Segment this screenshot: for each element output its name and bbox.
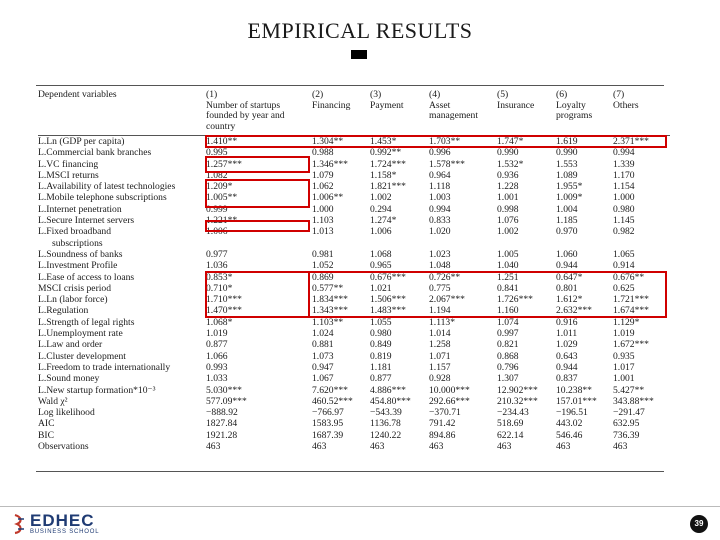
table-cell: 0.996 <box>429 147 451 159</box>
table-row <box>38 272 670 283</box>
table-cell: 0.676** <box>613 271 645 283</box>
table-cell: 577.09*** <box>206 395 247 407</box>
row-label <box>38 362 170 373</box>
table-cell: 0.998 <box>497 203 519 215</box>
row-label-text: L.Regulation <box>38 305 89 317</box>
logo-text: EDHEC <box>30 511 95 530</box>
row-label <box>38 396 68 407</box>
table-cell: 1.118 <box>429 181 451 193</box>
table-cell: 1.006** <box>312 192 344 204</box>
table-cell: 0.726** <box>429 271 461 283</box>
table-cell: 1583.95 <box>312 418 344 430</box>
row-label-text: L.Cluster development <box>38 350 126 362</box>
row-label-text: L.Commercial bank branches <box>38 147 152 159</box>
table-cell: 1.470*** <box>206 305 242 317</box>
table-cell: 1.747* <box>497 136 524 147</box>
row-label-text: Log likelihood <box>38 407 95 419</box>
table-cell: 4.886*** <box>370 384 406 396</box>
table-cell: 1.067 <box>312 373 334 385</box>
table-cell: 0.994 <box>429 203 451 215</box>
table-row <box>38 328 670 339</box>
table-cell: 1.307 <box>497 373 519 385</box>
table-cell: 0.647* <box>556 271 583 283</box>
table-cell: 1.082 <box>206 169 228 181</box>
table-cell: 0.999 <box>206 203 228 215</box>
row-label <box>38 249 122 260</box>
table-cell: 0.981 <box>312 248 334 260</box>
table-bottom-rule <box>36 471 664 472</box>
row-label-text: L.Unemployment rate <box>38 328 123 340</box>
page-title: EMPIRICAL RESULTS <box>247 18 473 43</box>
table-cell: 1.023 <box>429 248 451 260</box>
table-cell: 1.158* <box>370 169 397 181</box>
table-cell: 0.992** <box>370 147 402 159</box>
table-cell: 1240.22 <box>370 429 402 441</box>
table-cell: 1.029 <box>556 339 578 351</box>
table-cell: 460.52*** <box>312 395 353 407</box>
row-label <box>38 328 123 339</box>
table-cell: 0.837 <box>556 373 578 385</box>
table-cell: 1.251 <box>497 271 519 283</box>
table-cell: 1827.84 <box>206 418 238 430</box>
table-cell: 0.643 <box>556 350 578 362</box>
table-cell: 0.710* <box>206 282 233 294</box>
table-top-rule <box>36 85 664 86</box>
table-cell: 463 <box>613 441 628 453</box>
table-row <box>38 170 670 181</box>
row-label <box>38 147 151 158</box>
table-row <box>38 226 670 249</box>
table-cell: 1.011 <box>556 328 578 340</box>
row-label-text: L.Internet penetration <box>38 203 122 215</box>
table-cell: 0.977 <box>206 248 228 260</box>
table-cell: 1.343*** <box>312 305 348 317</box>
table-row <box>38 430 670 441</box>
table-cell: 1.506*** <box>370 294 406 306</box>
row-label <box>38 136 125 147</box>
table-cell: 1.006 <box>206 226 228 238</box>
table-cell: 1.346*** <box>312 158 348 170</box>
table-cell: 463 <box>429 441 444 453</box>
table-cell: 1.154 <box>613 181 635 193</box>
table-cell: 0.775 <box>429 282 451 294</box>
table-cell: 0.676*** <box>370 271 406 283</box>
table-cell: 1.103** <box>312 316 344 328</box>
table-cell: 1.036 <box>206 260 228 272</box>
table-cell: 2.371*** <box>613 136 649 147</box>
table-cell: 1.066 <box>206 350 228 362</box>
table-cell: 1.157 <box>429 361 451 373</box>
table-cell: 5.030*** <box>206 384 242 396</box>
table-cell: 210.32*** <box>497 395 538 407</box>
table-cell: 791.42 <box>429 418 456 430</box>
table-cell: 0.964 <box>429 169 451 181</box>
table-cell: −370.71 <box>429 407 461 419</box>
row-label <box>38 441 89 452</box>
page-number-badge: 39 <box>690 515 708 533</box>
table-cell: 0.980 <box>613 203 635 215</box>
table-cell: 1.000 <box>613 192 635 204</box>
table-row <box>38 283 670 294</box>
row-label <box>38 407 95 418</box>
table-cell: 1.073 <box>312 350 334 362</box>
table-cell: 0.801 <box>556 282 578 294</box>
row-label <box>38 226 203 249</box>
table-cell: 0.993 <box>206 361 228 373</box>
row-label-text: L.Fixed broadband <box>38 226 112 238</box>
table-cell: 1.062 <box>312 181 334 193</box>
table-cell: 1.410** <box>206 136 238 147</box>
table-cell: 0.990 <box>497 147 519 159</box>
table-cell: 157.01*** <box>556 395 597 407</box>
table-cell: 1.578*** <box>429 158 465 170</box>
table-cell: 0.577** <box>312 282 344 294</box>
row-label-text: L.Law and order <box>38 339 103 351</box>
row-label-text: L.Ln (labor force) <box>38 294 108 306</box>
table-cell: 1.129* <box>613 316 640 328</box>
table-cell: 0.994 <box>613 147 635 159</box>
table-row <box>38 215 670 226</box>
row-label-continuation: subscriptions <box>52 237 103 249</box>
table-cell: 1.612* <box>556 294 583 306</box>
row-label-text: L.New startup formation*10⁻³ <box>38 384 156 396</box>
table-cell: 2.632*** <box>556 305 592 317</box>
table-cell: 0.819 <box>370 350 392 362</box>
table-cell: 1.001 <box>497 192 519 204</box>
table-cell: 1.258 <box>429 339 451 351</box>
table-cell: 546.46 <box>556 429 583 441</box>
table-cell: 622.14 <box>497 429 524 441</box>
table-cell: 1.071 <box>429 350 451 362</box>
table-cell: 0.997 <box>497 328 519 340</box>
table-cell: −543.39 <box>370 407 402 419</box>
table-cell: 5.427** <box>613 384 645 396</box>
table-row <box>38 351 670 362</box>
table-cell: 463 <box>370 441 385 453</box>
table-cell: −196.51 <box>556 407 588 419</box>
table-cell: 1.004 <box>556 203 578 215</box>
table-cell: 1.052 <box>312 260 334 272</box>
header-column-6: (6) Loyalty programs <box>556 89 593 121</box>
row-label-text: L.Investment Profile <box>38 260 118 272</box>
table-cell: 1.619 <box>556 136 578 147</box>
row-label-text: L.Soundness of banks <box>38 248 123 260</box>
row-label-text: L.VC financing <box>38 158 99 170</box>
table-cell: 0.796 <box>497 361 519 373</box>
table-cell: 1.834*** <box>312 294 348 306</box>
table-header <box>38 88 670 136</box>
table-cell: 1.055 <box>370 316 392 328</box>
row-label <box>38 181 175 192</box>
table-cell: 1.274* <box>370 215 397 227</box>
table-cell: 463 <box>312 441 327 453</box>
table-cell: 292.66*** <box>429 395 470 407</box>
table-cell: 1.672*** <box>613 339 649 351</box>
table-cell: 1.089 <box>556 169 578 181</box>
table-cell: −291.47 <box>613 407 645 419</box>
table-cell: 1.000 <box>312 203 334 215</box>
table-cell: −234.43 <box>497 407 529 419</box>
table-cell: 1.674*** <box>613 305 649 317</box>
table-cell: 463 <box>556 441 571 453</box>
table-cell: 1.005 <box>497 248 519 260</box>
table-cell: 1921.28 <box>206 429 238 441</box>
table-cell: 1.033 <box>206 373 228 385</box>
table-cell: 1.228 <box>497 181 519 193</box>
table-cell: 1.113* <box>429 316 456 328</box>
table-row <box>38 373 670 384</box>
table-cell: 1.721*** <box>613 294 649 306</box>
table-cell: 1.339 <box>613 158 635 170</box>
table-cell: 1.726*** <box>497 294 533 306</box>
table-cell: 1.013 <box>312 226 334 238</box>
table-row <box>38 362 670 373</box>
row-label-text: L.Freedom to trade internationally <box>38 361 171 373</box>
table-cell: 1.019 <box>206 328 228 340</box>
edhec-logo-mark-icon <box>12 513 26 535</box>
row-label-text: Observations <box>38 441 89 453</box>
table-cell: 1.068 <box>370 248 392 260</box>
row-label-text: L.MSCI returns <box>38 169 99 181</box>
header-dependent-variables: Dependent variables <box>38 89 117 100</box>
table-row <box>38 441 670 452</box>
table-cell: 7.620*** <box>312 384 348 396</box>
table-cell: 454.80*** <box>370 395 411 407</box>
table-cell: 1.955* <box>556 181 583 193</box>
table-cell: 0.995 <box>206 147 228 159</box>
table-row <box>38 204 670 215</box>
table-cell: 1.710*** <box>206 294 242 306</box>
table-row <box>38 396 670 407</box>
title-underline-mark <box>351 50 367 59</box>
table-cell: 1.209* <box>206 181 233 193</box>
table-cell: 1.453* <box>370 136 397 147</box>
table-cell: 1.103 <box>312 215 334 227</box>
table-cell: 1.048 <box>429 260 451 272</box>
table-cell: 463 <box>497 441 512 453</box>
row-label <box>38 170 99 181</box>
table-row <box>38 147 670 158</box>
table-cell: 1.019 <box>613 328 635 340</box>
table-cell: 1.221** <box>206 215 238 227</box>
table-cell: 0.965 <box>370 260 392 272</box>
row-label <box>38 317 134 328</box>
table-cell: 1.002 <box>497 226 519 238</box>
row-label <box>38 294 108 305</box>
logo-subtext: BUSINESS SCHOOL <box>30 529 100 535</box>
footer-divider <box>0 506 720 507</box>
row-label-text: AIC <box>38 418 55 430</box>
table-cell: 0.881 <box>312 339 334 351</box>
table-cell: 1.002 <box>370 192 392 204</box>
table-cell: 443.02 <box>556 418 583 430</box>
header-column-4: (4) Asset management <box>429 89 479 121</box>
table-cell: 1.076 <box>497 215 519 227</box>
table-row <box>38 407 670 418</box>
table-cell: 1.006 <box>370 226 392 238</box>
table-cell: 0.944 <box>556 260 578 272</box>
table-row <box>38 418 670 429</box>
header-column-2: (2) Financing <box>312 89 351 111</box>
table-cell: 1.181 <box>370 361 392 373</box>
table-cell: 1.194 <box>429 305 451 317</box>
table-cell: 0.877 <box>206 339 228 351</box>
results-table <box>38 88 670 452</box>
row-label <box>38 351 126 362</box>
table-cell: 518.69 <box>497 418 524 430</box>
table-cell: −888.92 <box>206 407 238 419</box>
table-cell: 0.988 <box>312 147 334 159</box>
table-cell: 1.821*** <box>370 181 406 193</box>
table-row <box>38 260 670 271</box>
header-column-7: (7) Others <box>613 89 639 111</box>
row-label <box>38 385 155 396</box>
table-cell: 0.936 <box>497 169 519 181</box>
table-row <box>38 159 670 170</box>
table-cell: 1.724*** <box>370 158 406 170</box>
row-label <box>38 159 98 170</box>
table-row <box>38 339 670 350</box>
table-cell: 736.39 <box>613 429 640 441</box>
table-cell: 1.040 <box>497 260 519 272</box>
table-row <box>38 305 670 316</box>
table-cell: 1.304** <box>312 136 344 147</box>
row-label-text: Wald χ² <box>38 395 68 407</box>
table-cell: 1.014 <box>429 328 451 340</box>
table-cell: 1.003 <box>429 192 451 204</box>
table-cell: 632.95 <box>613 418 640 430</box>
table-cell: 1.703** <box>429 136 461 147</box>
table-cell: 894.86 <box>429 429 456 441</box>
table-cell: 1.185 <box>556 215 578 227</box>
row-label-text: L.Availability of latest technologies <box>38 181 176 193</box>
row-label <box>38 283 111 294</box>
table-cell: 1.009* <box>556 192 583 204</box>
row-label-text: L.Ln (GDP per capita) <box>38 136 125 147</box>
row-label <box>38 260 117 271</box>
table-row <box>38 181 670 192</box>
table-row <box>38 294 670 305</box>
table-cell: 0.990 <box>556 147 578 159</box>
table-cell: 0.841 <box>497 282 519 294</box>
row-label-text: L.Secure Internet servers <box>38 215 135 227</box>
row-label <box>38 373 99 384</box>
row-label <box>38 192 167 203</box>
table-cell: 0.853* <box>206 271 233 283</box>
table-cell: 10.238** <box>556 384 592 396</box>
table-cell: −766.97 <box>312 407 344 419</box>
table-row <box>38 317 670 328</box>
row-label <box>38 305 88 316</box>
table-cell: 0.928 <box>429 373 451 385</box>
row-label <box>38 339 102 350</box>
table-cell: 0.294 <box>370 203 392 215</box>
table-row <box>38 192 670 203</box>
table-cell: 463 <box>206 441 221 453</box>
table-cell: 1.001 <box>613 373 635 385</box>
table-cell: 1687.39 <box>312 429 344 441</box>
table-cell: 1.068* <box>206 316 233 328</box>
table-cell: 0.935 <box>613 350 635 362</box>
table-cell: 10.000*** <box>429 384 470 396</box>
table-cell: 1136.78 <box>370 418 401 430</box>
table-cell: 1.532* <box>497 158 524 170</box>
table-row <box>38 385 670 396</box>
row-label-text: L.Ease of access to loans <box>38 271 135 283</box>
table-cell: 1.074 <box>497 316 519 328</box>
row-label <box>38 272 134 283</box>
table-cell: 2.067*** <box>429 294 465 306</box>
row-label-text: L.Sound money <box>38 373 100 385</box>
table-cell: 1.170 <box>613 169 635 181</box>
table-cell: 0.877 <box>370 373 392 385</box>
table-cell: 1.079 <box>312 169 334 181</box>
table-cell: 0.833 <box>429 215 451 227</box>
table-cell: 1.483*** <box>370 305 406 317</box>
table-cell: 0.970 <box>556 226 578 238</box>
table-cell: 0.849 <box>370 339 392 351</box>
table-cell: 0.980 <box>370 328 392 340</box>
table-cell: 0.947 <box>312 361 334 373</box>
table-cell: 1.024 <box>312 328 334 340</box>
table-cell: 0.869 <box>312 271 334 283</box>
table-cell: 1.160 <box>497 305 519 317</box>
table-cell: 0.982 <box>613 226 635 238</box>
header-column-5: (5) Insurance <box>497 89 535 111</box>
table-cell: 1.021 <box>370 282 392 294</box>
table-row <box>38 136 670 147</box>
row-label <box>38 215 134 226</box>
table-row <box>38 249 670 260</box>
row-label <box>38 430 54 441</box>
table-cell: 1.553 <box>556 158 578 170</box>
row-label-text: L.Mobile telephone subscriptions <box>38 192 167 204</box>
table-cell: 1.065 <box>613 248 635 260</box>
table-cell: 1.257*** <box>206 158 242 170</box>
row-label <box>38 204 122 215</box>
table-cell: 1.017 <box>613 361 635 373</box>
row-label <box>38 418 55 429</box>
edhec-logo <box>10 511 120 537</box>
table-cell: 0.625 <box>613 282 635 294</box>
header-column-1: (1) Number of startups founded by year and country <box>206 89 285 132</box>
table-cell: 1.005** <box>206 192 238 204</box>
table-cell: 0.821 <box>497 339 519 351</box>
table-cell: 0.914 <box>613 260 635 272</box>
row-label-text: MSCI crisis period <box>38 282 112 294</box>
table-cell: 0.868 <box>497 350 519 362</box>
table-body <box>38 136 670 452</box>
table-cell: 1.145 <box>613 215 635 227</box>
table-cell: 1.060 <box>556 248 578 260</box>
table-cell: 343.88*** <box>613 395 654 407</box>
table-cell: 12.902*** <box>497 384 538 396</box>
table-cell: 0.916 <box>556 316 578 328</box>
row-label-text: BIC <box>38 429 54 441</box>
header-column-3: (3) Payment <box>370 89 404 111</box>
row-label-text: L.Strength of legal rights <box>38 316 135 328</box>
table-cell: 0.944 <box>556 361 578 373</box>
table-cell: 1.020 <box>429 226 451 238</box>
